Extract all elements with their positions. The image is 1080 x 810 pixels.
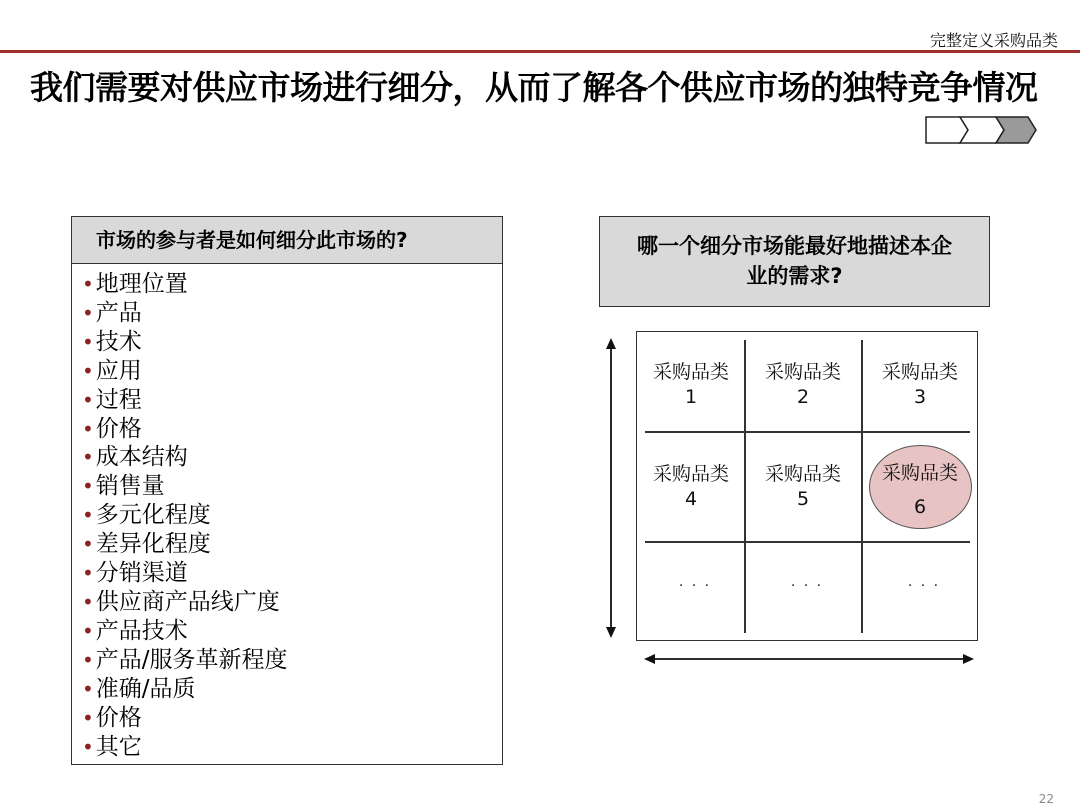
matrix-cell: 采购品类 5: [764, 463, 841, 510]
list-item: •价格: [82, 415, 142, 442]
matrix-cell-highlighted: 采购品类 6: [881, 462, 958, 518]
page-number: 22: [1038, 792, 1054, 806]
bullet-icon: •: [82, 300, 94, 325]
slide-title: 我们需要对供应市场进行细分，从而了解各个供应市场的独特竞争情况: [30, 68, 1038, 107]
bullet-icon: •: [82, 416, 94, 441]
matrix-cell: 采购品类 2: [764, 361, 841, 408]
list-item: •供应商产品线广度: [82, 588, 280, 615]
list-item: •准确/品质: [82, 675, 196, 702]
list-item: •销售量: [82, 473, 165, 500]
list-item: •产品/服务革新程度: [82, 646, 288, 673]
list-item: •成本结构: [82, 444, 188, 471]
bullet-icon: •: [82, 561, 94, 586]
list-item: •过程: [82, 386, 142, 413]
matrix-placeholder: · · ·: [907, 578, 941, 594]
bullet-icon: •: [82, 589, 94, 614]
list-item: •应用: [82, 357, 142, 384]
bullet-icon: •: [82, 445, 94, 470]
question-line-1: 哪一个细分市场能最好地描述本企: [637, 234, 952, 258]
matrix-divider: [645, 541, 970, 543]
bullet-icon: •: [82, 474, 94, 499]
criteria-list: [72, 264, 502, 761]
bullet-icon: •: [82, 358, 94, 383]
bullet-icon: •: [82, 734, 94, 759]
matrix-placeholder: · · ·: [790, 578, 824, 594]
matrix-divider: [645, 431, 970, 433]
section-label: 完整定义采购品类: [929, 31, 1058, 50]
segment-question-box: [599, 216, 990, 307]
list-item: •多元化程度: [82, 502, 211, 529]
bullet-icon: •: [82, 532, 94, 557]
header-rule: [0, 50, 1080, 53]
list-item: •地理位置: [82, 271, 188, 297]
horizontal-axis-arrow-icon: [644, 650, 974, 668]
list-item: •价格: [82, 704, 142, 731]
list-item: •产品技术: [82, 617, 188, 644]
list-item: •技术: [82, 328, 142, 355]
progress-chevrons-icon: [924, 114, 1038, 146]
list-item: •产品: [82, 299, 142, 326]
bullet-icon: •: [82, 329, 94, 354]
question-line-2: 业的需求?: [746, 264, 843, 288]
vertical-axis-arrow-icon: [602, 338, 620, 638]
bullet-icon: •: [82, 705, 94, 730]
bullet-icon: •: [82, 647, 94, 672]
matrix-placeholder: · · ·: [678, 578, 712, 594]
segmentation-criteria-panel: [71, 216, 503, 765]
matrix-cell: 采购品类 1: [652, 361, 729, 408]
bullet-icon: •: [82, 503, 94, 528]
matrix-cell: 采购品类 3: [881, 361, 958, 408]
criteria-heading: 市场的参与者是如何细分此市场的?: [72, 217, 502, 264]
bullet-icon: •: [82, 618, 94, 643]
list-item: •其它: [82, 733, 142, 760]
matrix-cell: 采购品类 4: [652, 463, 729, 510]
bullet-icon: •: [82, 676, 94, 701]
bullet-icon: •: [82, 272, 94, 296]
list-item: •分销渠道: [82, 560, 188, 587]
bullet-icon: •: [82, 387, 94, 412]
list-item: •差异化程度: [82, 531, 211, 558]
